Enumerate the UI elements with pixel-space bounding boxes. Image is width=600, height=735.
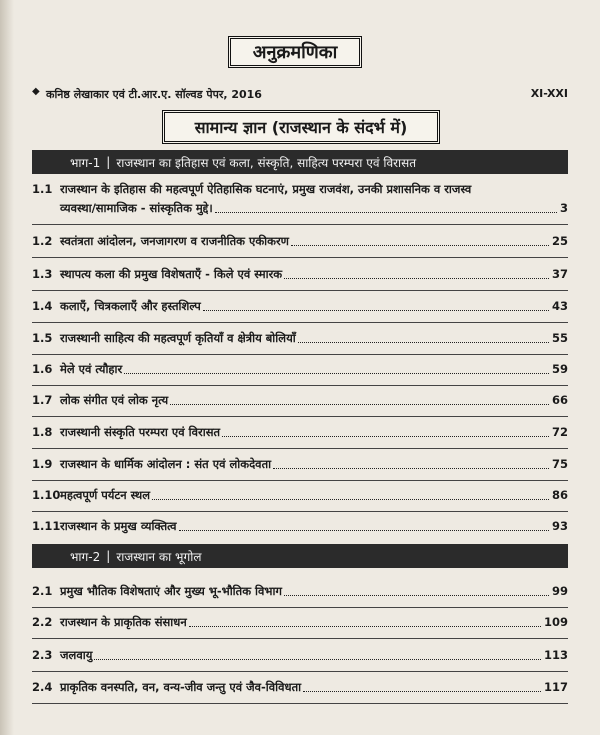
entry-title: प्रमुख भौतिक विशेषताएं और मुख्य भू-भौतिक विभाग xyxy=(60,582,284,601)
section-title-text: सामान्य ज्ञान (राजस्थान के संदर्भ में) xyxy=(194,118,408,137)
entry-divider xyxy=(32,607,568,608)
part-1-label: भाग-1 xyxy=(70,155,101,170)
page-heading xyxy=(228,36,362,68)
entry-number: 1.8 xyxy=(32,425,53,439)
entry-number: 1.5 xyxy=(32,331,53,345)
entry-divider xyxy=(32,322,568,323)
entry-divider xyxy=(32,257,568,258)
entry-page: 117 xyxy=(541,678,568,697)
solved-paper-entry xyxy=(32,86,568,104)
entry-title: लोक संगीत एवं लोक नृत्य xyxy=(60,391,170,410)
part-1-title: राजस्थान का इतिहास एवं कला, संस्कृति, साहित्य परम्परा एवं विरासत xyxy=(116,155,417,170)
leader-dots xyxy=(152,499,549,500)
entry-divider xyxy=(32,416,568,417)
entry-page: 72 xyxy=(549,423,568,442)
entry-title: व्यवस्था/सामाजिक - सांस्कृतिक मुद्दे। xyxy=(60,199,215,218)
entry-title: स्थापत्य कला की प्रमुख विशेषताएँ - किले एवं स्मारक xyxy=(60,265,284,284)
entry-title: प्राकृतिक वनस्पति, वन, वन्य-जीव जन्तु एवं जैव-विविधता xyxy=(60,678,303,697)
entry-title: महत्वपूर्ण पर्यटन स्थल xyxy=(60,486,152,505)
entry-number: 1.10 xyxy=(32,488,61,502)
entry-title: राजस्थान के धार्मिक आंदोलन : संत एवं लोकदेवता xyxy=(60,455,273,474)
toc-entry-1-8[interactable] xyxy=(32,423,568,442)
part-2-label: भाग-2 xyxy=(70,549,101,564)
entry-divider xyxy=(32,224,568,225)
leader-dots xyxy=(298,342,549,343)
leader-dots xyxy=(303,691,541,692)
entry-number: 1.4 xyxy=(32,299,53,313)
entry-divider xyxy=(32,290,568,291)
entry-page: 25 xyxy=(549,232,568,251)
leader-dots xyxy=(284,278,549,279)
toc-entry-1-1[interactable] xyxy=(32,180,568,218)
entry-number: 1.6 xyxy=(32,362,53,376)
toc-entry-1-7[interactable] xyxy=(32,391,568,410)
page-edge-shadow xyxy=(0,0,14,735)
leader-dots xyxy=(124,373,549,374)
entry-divider xyxy=(32,703,568,704)
entry-divider xyxy=(32,671,568,672)
part-2-separator: | xyxy=(106,549,111,563)
entry-divider xyxy=(32,354,568,355)
entry-title: स्वतंत्रता आंदोलन, जनजागरण व राजनीतिक एकीकरण xyxy=(60,232,291,251)
entry-number: 1.11 xyxy=(32,519,61,533)
toc-entry-2-3[interactable] xyxy=(32,646,568,665)
entry-page: 113 xyxy=(541,646,568,665)
toc-entry-1-5[interactable] xyxy=(32,329,568,348)
toc-entry-2-1[interactable] xyxy=(32,582,568,601)
entry-page: 93 xyxy=(549,517,568,536)
entry-page: 109 xyxy=(541,613,568,632)
leader-dots xyxy=(203,310,549,311)
leader-dots xyxy=(291,245,549,246)
solved-paper-title: कनिष्ठ लेखाकार एवं टी.आर.ए. सॉल्वड पेपर, 2016 xyxy=(46,88,262,101)
diamond-bullet-icon: ◆ xyxy=(32,86,40,97)
toc-entry-2-2[interactable] xyxy=(32,613,568,632)
solved-paper-page: XI-XXI xyxy=(530,87,568,100)
entry-page: 37 xyxy=(549,265,568,284)
entry-divider xyxy=(32,638,568,639)
toc-entry-1-11[interactable] xyxy=(32,517,568,536)
entry-title: राजस्थानी संस्कृति परम्परा एवं विरासत xyxy=(60,423,222,442)
entry-number: 2.1 xyxy=(32,584,53,598)
toc-entry-2-4[interactable] xyxy=(32,678,568,697)
entry-divider xyxy=(32,480,568,481)
entry-divider xyxy=(32,511,568,512)
entry-number: 1.7 xyxy=(32,393,53,407)
leader-dots xyxy=(273,468,549,469)
part-1-header xyxy=(32,150,568,174)
entry-page: 3 xyxy=(557,199,568,218)
entry-title: राजस्थानी साहित्य की महत्वपूर्ण कृतियाँ व क्षेत्रीय बोलियाँ xyxy=(60,329,298,348)
leader-dots xyxy=(215,212,557,213)
entry-title: कलाएँ, चित्रकलाएँ और हस्तशिल्प xyxy=(60,297,203,316)
leader-dots xyxy=(94,659,541,660)
entry-divider xyxy=(32,385,568,386)
entry-number: 1.3 xyxy=(32,267,53,281)
part-2-title: राजस्थान का भूगोल xyxy=(116,549,202,564)
leader-dots xyxy=(222,436,549,437)
entry-number: 1.9 xyxy=(32,457,53,471)
entry-page: 66 xyxy=(549,391,568,410)
leader-dots xyxy=(179,530,549,531)
toc-entry-1-6[interactable] xyxy=(32,360,568,379)
page-heading-text: अनुक्रमणिका xyxy=(252,42,338,63)
toc-entry-1-3[interactable] xyxy=(32,265,568,284)
leader-dots xyxy=(170,404,549,405)
entry-number: 1.1 xyxy=(32,182,53,196)
entry-divider xyxy=(32,448,568,449)
part-2-header xyxy=(32,544,568,568)
entry-page: 55 xyxy=(549,329,568,348)
toc-entry-1-9[interactable] xyxy=(32,455,568,474)
entry-page: 43 xyxy=(549,297,568,316)
entry-title: राजस्थान के प्रमुख व्यक्तित्व xyxy=(60,517,179,536)
entry-title: मेले एवं त्यौहार xyxy=(60,360,124,379)
toc-entry-1-2[interactable] xyxy=(32,232,568,251)
entry-number: 2.4 xyxy=(32,680,53,694)
entry-page: 86 xyxy=(549,486,568,505)
leader-dots xyxy=(189,626,541,627)
entry-number: 2.3 xyxy=(32,648,53,662)
entry-page: 99 xyxy=(549,582,568,601)
toc-entry-1-10[interactable] xyxy=(32,486,568,505)
toc-entry-1-4[interactable] xyxy=(32,297,568,316)
leader-dots xyxy=(284,595,549,596)
entry-number: 2.2 xyxy=(32,615,53,629)
entry-title: राजस्थान के प्राकृतिक संसाधन xyxy=(60,613,189,632)
entry-page: 59 xyxy=(549,360,568,379)
entry-page: 75 xyxy=(549,455,568,474)
entry-number: 1.2 xyxy=(32,234,53,248)
entry-title: जलवायु xyxy=(60,646,94,665)
entry-title-line1: राजस्थान के इतिहास की महत्वपूर्ण ऐतिहासिक घटनाएं, प्रमुख राजवंश, उनकी प्रशासनिक व राजस्व xyxy=(60,182,472,196)
part-1-separator: | xyxy=(106,155,111,169)
section-title xyxy=(162,110,440,144)
